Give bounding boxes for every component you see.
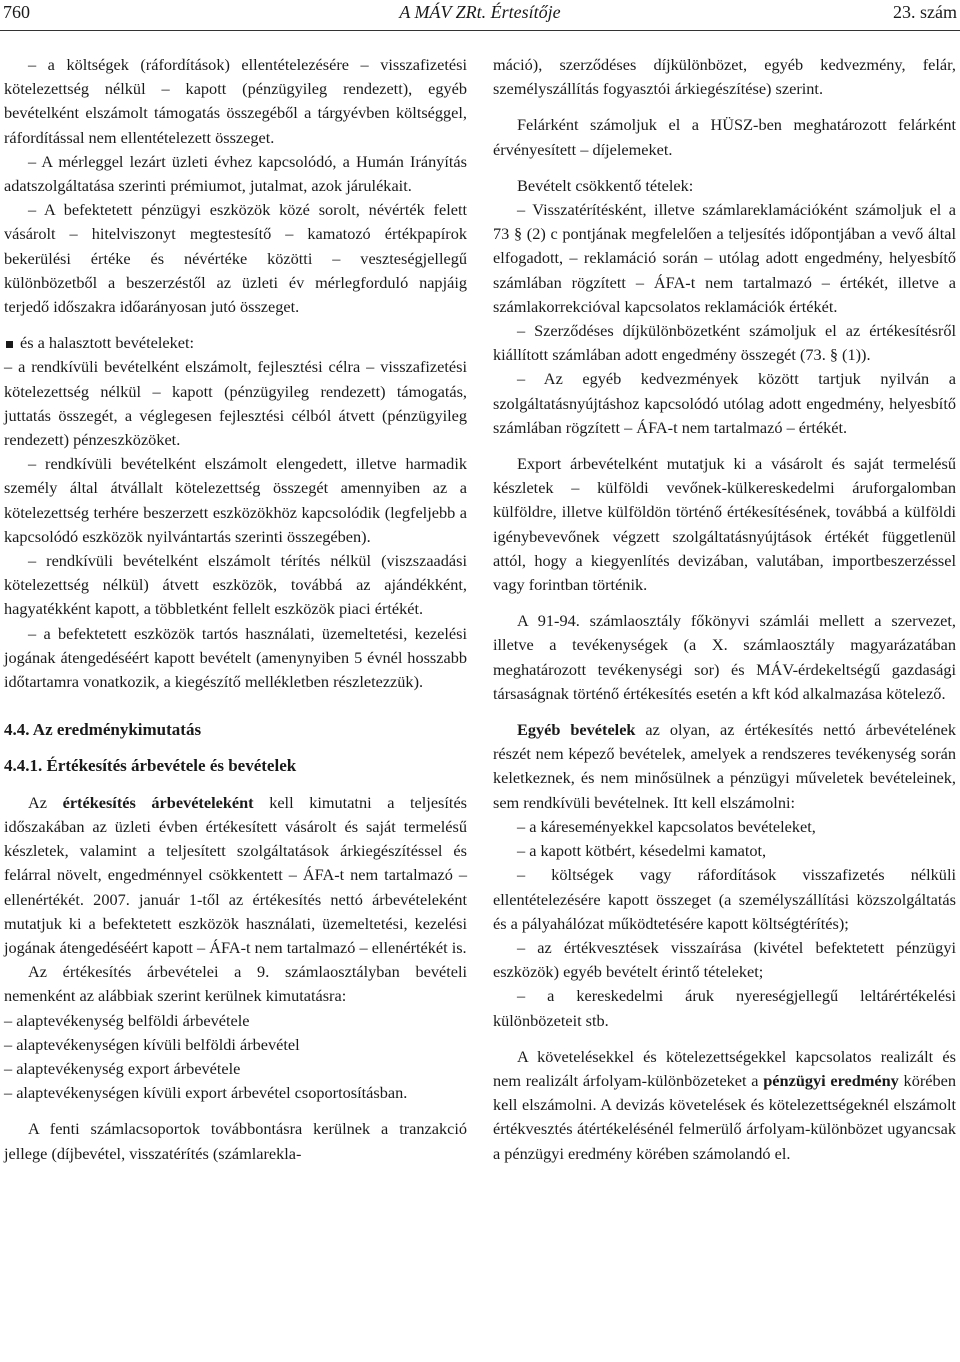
list-item: – az értékvesztések visszaírása (kivétel befektetett pénzügyi eszközök) egyéb bevételt érintő tételeket; bbox=[493, 937, 956, 982]
paragraph: – A befektetett pénzügyi eszközök közé sorolt, névérték felett vásárolt – hitelviszonyt megtestesítő – kamatozó értékpapírok bekerülési értéke és névértéke közötti – veszteségjellegű különbözetből a beszerzéstől az üzleti év mérlegforduló napjáig terjedő időszakra időarányosan jutó összeget. bbox=[4, 200, 467, 317]
list-item: – a káreseményekkel kapcsolatos bevételeket, bbox=[517, 816, 816, 836]
paragraph: Bevételt csökkentő tételek: bbox=[517, 175, 694, 195]
dash-item: – rendkívüli bevételként elszámolt térítés nélkül (viszszaadási kötelezettség nélkül) átvett eszközök, továbbá az ajándékként, hagyatékként kapott, a többletként fellelt eszközök piaci értékét. bbox=[4, 551, 467, 619]
subsection-heading: 4.4.1. Értékesítés árbevétele és bevételek bbox=[4, 756, 297, 776]
dash-item: – Az egyéb kedvezmények között tartjuk nyilván a szolgáltatásnyújtáshoz kapcsolódó utólag adott engedmény, helyesbítő számlában rögzített – ÁFA-t nem tartalmazó – értékét. bbox=[493, 369, 956, 437]
paragraph: Export árbevételként mutatjuk ki a vásárolt és saját termelésű készletek – külföldi vevőnek-külkereskedelmi áruforgalomban külföldre, illetve külföldön történő értékesítésének, továbbá a külföldi igénybevevőnek végzett szolgáltatásnyújtások értékét függetlenül attól, hogy a kiegyenlítés devizában, valutában, importbeszerzéssel vagy forintban történik. bbox=[493, 454, 956, 595]
paragraph: Felárként számoljuk el a HÜSZ-ben meghatározott felárként érvényesített – díjelemeket. bbox=[493, 115, 956, 159]
list-item: – alaptevékenységen kívüli export árbevétel csoportosításban. bbox=[4, 1083, 408, 1103]
bullet-heading: és a halasztott bevételeket: bbox=[4, 331, 467, 355]
paragraph: Egyéb bevételek az olyan, az értékesítés nettó árbevételének részét nem képező bevételek, amelyek a rendszeres tevékenység során keletkeznek, és nem minősülnek a pénzügyi műveletek bevételeinek, sem rendkívüli bevételnek. Itt kell elszámolni: bbox=[493, 720, 956, 812]
dash-item: – a rendkívüli bevételként elszámolt, fejlesztési célra – visszafizetési kötelezettség nélkül – kapott (pénzügyileg rendezett) támogatás, juttatás összegét, a véglegesen fejlesztési célból átvett (pénzügyileg rendezett) pénzeszközöket. bbox=[4, 357, 467, 450]
journal-title: A MÁV ZRt. Értesítője bbox=[399, 2, 561, 22]
list-item: – alaptevékenységen kívüli belföldi árbevétel bbox=[4, 1034, 300, 1054]
header-rule bbox=[0, 30, 960, 31]
page-number: 760 bbox=[3, 2, 30, 22]
paragraph: A 91-94. számlaosztály főkönyvi számlái mellett a szervezet, illetve a tevékenységek (a X. számlaosztály magyarázatában meghatározott tevékenységi sor) és MÁV-érdekeltségű gazdasági társaságnak történő értékesítés esetén a kft kód alkalmazása kötelező. bbox=[493, 611, 956, 703]
paragraph: Az értékesítés árbevételeként kell kimutatni a teljesítés időszakában az üzleti évben értékesített vásárolt és saját termelésű készletek, valamint a teljesített szolgáltatások árkiegészítéssel és felárral növelt, engedménnyel csökkentett – ÁFA-t nem tartalmazó – ellenértékét. 2007. január 1-től az értékesítés nettó árbevételeként mutatjuk ki a befektetett eszközök használati, üzemeltetési, kezelési jogának átengedéséért kapott – ÁFA-t nem tartalmazó – ellenértékét is. bbox=[4, 792, 468, 957]
paragraph: A fenti számlacsoportok továbbontásra kerülnek a tranzakció jellege (díjbevétel, visszatérítés (számlarekla- bbox=[4, 1119, 467, 1163]
paragraph: Az értékesítés árbevételei a 9. számlaosztályban bevételi nemenként az alábbiak szerint kerülnek kimutatásra: bbox=[4, 962, 467, 1006]
dash-item: – a befektetett eszközök tartós használati, üzemeltetési, kezelési jogának átengedéséért kapott bevételt (amenynyiben 5 évnél hosszabb időtartamra vonatkozik, a kiegészítő mellékletben részletezzük). bbox=[4, 623, 467, 692]
list-item: – alaptevékenység export árbevétele bbox=[4, 1058, 241, 1078]
left-column bbox=[4, 53, 467, 1166]
dash-item: – Szerződéses díjkülönbözetként számoljuk el az értékesítésről kiállított számlában adott engedmény összegét (73. § (1)). bbox=[493, 321, 956, 365]
list-item: – a kereskedelmi áruk nyereségjellegű leltárértékelési különbözeteit stb. bbox=[493, 986, 956, 1030]
paragraph: – a költségek (ráfordítások) ellentételezésére – visszafizetési kötelezettség nélkül – kapott (pénzügyileg rendezett), egyéb bevételként elszámolt támogatás összegéből a tárgyévben költséggel, ráfordítással nem ellentételezett összeget. bbox=[4, 55, 467, 147]
section-heading: 4.4. Az eredménykimutatás bbox=[4, 720, 202, 740]
list-item: – alaptevékenység belföldi árbevétele bbox=[4, 1010, 250, 1030]
paragraph: A követelésekkel és kötelezettségekkel kapcsolatos realizált és nem realizált árfolyam-különbözeteket a pénzügyi eredmény körében kell elszámolni. A devizás követelések és kötelezettségeknél elszámolt értékvesztés átértékelésénél felmerülő árfolyam-különbözet ugyancsak a pénzügyi eredmény körében számolandó el. bbox=[493, 1046, 956, 1163]
dash-item: – Visszatérítésként, illetve számlareklamációként számoljuk el a 73 § (2) c pontjának megfelelően a teljesítés időpontjában a vevő által elfogadott, – reklamáció során – utólag adott engedmény, helyesbítő számlában rögzített – ÁFA-t nem tartalmazó – értékét, illetve a számlakorrekcióval kapcsolatos reklamációk értékét. bbox=[493, 200, 956, 316]
list-item: – a kapott kötbért, késedelmi kamatot, bbox=[517, 841, 767, 861]
paragraph: máció), szerződéses díjkülönbözet, egyéb kedvezmény, felár, személyszállítás fogyasztói árkiegészítése) szerint. bbox=[493, 55, 956, 99]
list-item: – költségek vagy ráfordítások visszafizetés nélküli ellentételezésére kapott összeget (a személyszállítási közszolgáltatás és a pályahálózat működtetésére kapott költségtérítés); bbox=[493, 865, 956, 933]
paragraph: – A mérleggel lezárt üzleti évhez kapcsolódó, a Humán Irányítás adatszolgáltatása szerinti prémiumot, jutalmat, azok járulékait. bbox=[4, 151, 467, 196]
right-column bbox=[493, 53, 956, 1166]
dash-item: – rendkívüli bevételként elszámolt elengedett, illetve harmadik személy által átvállalt kötelezettség összegét amennyiben az a kötelezettség terhére beszerzett eszközökhöz kapcsolódik (legfeljebb a kapcsolódó eszközök nyilvántartás szerinti összegében). bbox=[4, 454, 467, 546]
square-bullet-icon bbox=[6, 341, 13, 348]
issue-number: 23. szám bbox=[893, 2, 957, 22]
page-header bbox=[0, 0, 960, 34]
